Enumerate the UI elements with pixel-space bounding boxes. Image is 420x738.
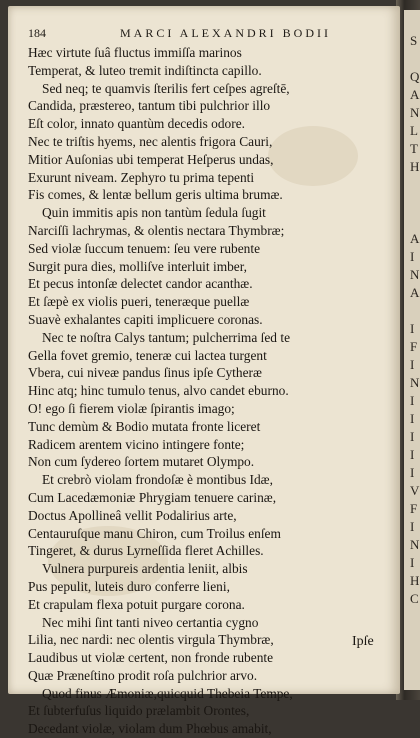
- verse-line: Cum Lacedæmoniæ Phrygiam tenuere carinæ,: [28, 489, 277, 505]
- running-title: MARCI ALEXANDRI BODII: [120, 26, 331, 40]
- facing-page-letter: I: [410, 357, 415, 372]
- facing-page-letter: N: [410, 105, 420, 120]
- facing-page-letter: V: [410, 483, 420, 498]
- facing-page-letter: A: [410, 87, 420, 102]
- verse-line: Vbera, cui niveæ pandus ſinus ipſe Cytheræ: [28, 365, 262, 381]
- facing-page-letter: N: [410, 267, 420, 282]
- facing-page-letter: T: [410, 141, 418, 156]
- facing-page-letter: I: [410, 465, 415, 480]
- verse-line: Et crapulam flexa potuit purgare corona.: [28, 596, 245, 612]
- facing-page-letter: N: [410, 375, 420, 390]
- facing-page-letter: A: [410, 231, 420, 246]
- verse-line: Quæ Præneſtino prodit roſa pulchrior arvo.: [28, 667, 258, 683]
- verse-line: Sed violæ ſuccum tenuem: ſeu vere rubente: [28, 240, 261, 256]
- verse-line: Laudibus ut violæ certent, non fronde rubente: [28, 650, 274, 666]
- page-number: 184: [28, 26, 46, 40]
- facing-page-letter: Q: [410, 69, 420, 84]
- facing-page-letter: I: [410, 249, 415, 264]
- facing-page-letter: L: [410, 123, 418, 138]
- verse-line: Non cum ſydereo ſortem mutaret Olympo.: [28, 454, 255, 470]
- verse-line: Radicem arentem vicino intingere fonte;: [28, 436, 245, 452]
- verse-line: Mitior Auſonias ubi temperat Heſperus undas,: [28, 151, 274, 167]
- verse-line: Decedant violæ, violam dum Phœbus amabit,: [28, 721, 272, 737]
- verse-line: Tunc demùm & Bodio mutata fronte liceret: [28, 418, 261, 434]
- facing-page-letter: N: [410, 537, 420, 552]
- verse-line: Nec mihi ſint tanti niveo certantia cygno: [42, 614, 259, 630]
- verse-line: Temperat, & luteo tremit indiſtincta capillo.: [28, 62, 262, 78]
- facing-page-letter: F: [410, 501, 418, 516]
- verse-line: Suavè exhalantes capiti implicuere coronas.: [28, 311, 263, 327]
- facing-page-letter: I: [410, 555, 415, 570]
- facing-page-letter: I: [410, 411, 415, 426]
- facing-page-letter: I: [410, 519, 415, 534]
- facing-page-letter: I: [410, 447, 415, 462]
- facing-page-edge: [404, 10, 420, 690]
- facing-page-letter: H: [410, 573, 420, 588]
- facing-page-letter: I: [410, 393, 415, 408]
- verse-line: Narciſſi lachrymas, & olentis nectara Thymbræ;: [28, 222, 285, 238]
- verse-line: Doctus Apollineâ vellit Podalirius arte,: [28, 507, 237, 523]
- facing-page-letter: H: [410, 159, 420, 174]
- verse-line: Tingeret, & durus Lyrneſſida fleret Achilles.: [28, 543, 264, 559]
- verse-line: Lilia, nec nardi: nec olentis virgula Thymbræ,: [28, 632, 274, 648]
- verse-line: O! ego ſi fierem violæ ſpirantis imago;: [28, 400, 235, 416]
- facing-page-letter: I: [410, 321, 415, 336]
- facing-page-letter: A: [410, 285, 420, 300]
- facing-page-letter: S: [410, 33, 418, 48]
- verse-line: Surgit pura dies, molliſve interluit imber,: [28, 258, 248, 274]
- verse-text-block: [28, 44, 373, 738]
- verse-line: Et crebrò violam frondoſæ è montibus Idæ,: [42, 472, 273, 488]
- catchword: Ipſe: [352, 634, 374, 649]
- verse-line: Centauruſque manu Chiron, cum Troilus enſem: [28, 525, 281, 541]
- facing-page-letter: C: [410, 591, 419, 606]
- verse-line: Sed neq; te quamvis ſterilis fert ceſpes agreſtē,: [42, 80, 290, 96]
- verse-line: Eſt color, innato quantùm decedis odore.: [28, 116, 246, 132]
- verse-line: Nec te noſtra Calys tantum; pulcherrima ſed te: [42, 329, 291, 345]
- verse-line: Nec te triſtis hyems, nec alentis frigora Cauri,: [28, 133, 273, 149]
- verse-line: Et pecus intonſæ delectet candor acanthæ.: [28, 276, 253, 292]
- verse-line: Et ſubterfuſus liquido prælambit Orontes,: [28, 703, 250, 719]
- verse-line: Hinc atq; hinc tumulo tenus, alvo candet eburno.: [28, 383, 289, 399]
- verse-line: Exurunt niveam. Zephyro tu prima tepenti: [28, 169, 255, 185]
- verse-line: Pus pepulit, luteis duro conferre lieni,: [28, 578, 230, 594]
- running-header: [28, 26, 368, 40]
- verse-line: Fis comes, & lentæ bellum geris ultima brumæ.: [28, 187, 283, 203]
- verse-line: Quod finus Æmoniæ,quicquid Thebeia Tempe,: [42, 685, 293, 701]
- verse-line: Hæc virtute ſuâ fluctus immiſſa marinos: [28, 45, 242, 60]
- facing-page-letter: F: [410, 339, 418, 354]
- verse-line: Quin immitis apis non tantùm ſedula ſugit: [42, 205, 266, 221]
- verse-line: Vulnera purpureis ardentia leniit, albis: [42, 561, 248, 577]
- facing-page-letter: I: [410, 429, 415, 444]
- verse-line: Candida, præstereo, tantum tibi pulchrior illo: [28, 98, 271, 114]
- verse-line: Et ſæpè ex violis pueri, teneræque puellæ: [28, 294, 250, 310]
- verse-line: Gella fovet gremio, teneræ cui lactea turgent: [28, 347, 267, 363]
